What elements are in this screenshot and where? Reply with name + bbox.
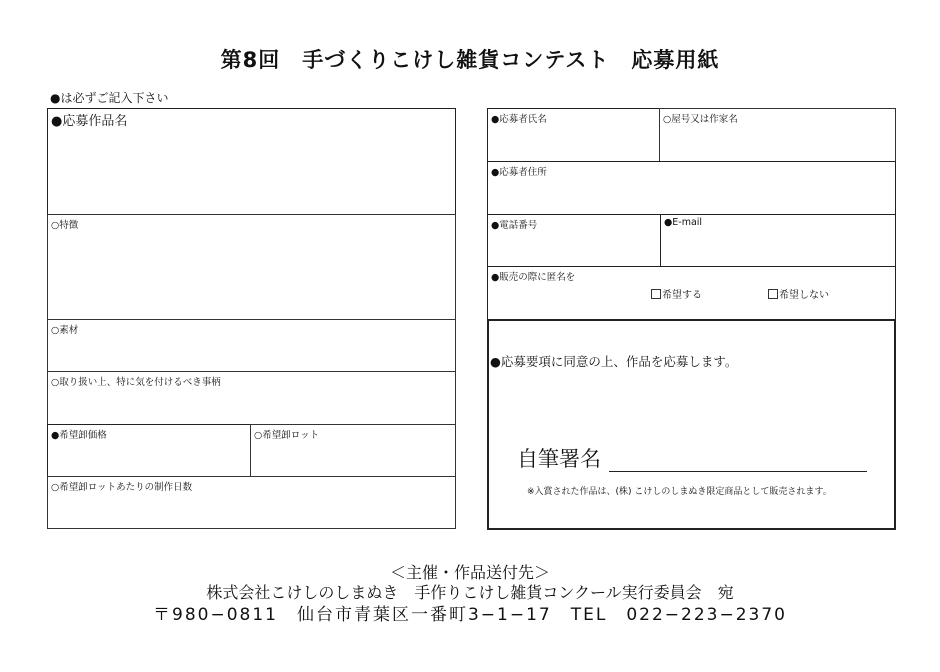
field-production-days[interactable] <box>47 476 456 529</box>
label-work-name: ●応募作品名 <box>51 114 128 129</box>
field-applicant-name[interactable] <box>487 108 660 162</box>
label-shop-name: ○屋号又は作家名 <box>663 114 738 125</box>
field-handling-notes[interactable] <box>47 371 456 425</box>
field-material[interactable] <box>47 319 456 372</box>
field-wholesale-lot[interactable] <box>250 424 456 477</box>
checkbox-yes-label: 希望する <box>662 290 702 301</box>
label-address: ●応募者住所 <box>491 167 547 178</box>
field-features[interactable] <box>47 214 456 320</box>
prize-footnote: ※入賞された作品は、(株) こけしのしまぬき限定商品として販売されます。 <box>527 487 832 497</box>
field-shop-name[interactable] <box>659 108 896 162</box>
field-address[interactable] <box>487 161 896 215</box>
label-handling-notes: ○取り扱い上、特に気を付けるべき事柄 <box>51 377 221 388</box>
checkbox-no-label: 希望しない <box>779 290 829 301</box>
label-production-days: ○希望卸ロットあたりの制作日数 <box>51 482 193 493</box>
required-note: ●は必ずご記入下さい <box>50 91 169 105</box>
field-wholesale-price[interactable] <box>47 424 251 477</box>
label-phone: ●電話番号 <box>491 220 538 231</box>
organizer-address: 〒980−0811 仙台市青葉区一番町3−1−17 TEL 022−223−2370 <box>153 605 787 625</box>
signature-line[interactable] <box>609 471 867 472</box>
page-title: 第8回 手づくりこけし雑貨コンテスト 応募用紙 <box>220 48 720 72</box>
signature-label: 自筆署名 <box>517 447 601 471</box>
agreement-text: ●応募要項に同意の上、作品を応募します。 <box>490 354 738 369</box>
field-email[interactable] <box>660 214 896 267</box>
label-applicant-name: ●応募者氏名 <box>491 114 547 125</box>
field-work-name[interactable] <box>47 108 456 215</box>
organizer-name: 株式会社こけしのしまぬき 手作りこけし雑貨コンクール実行委員会 宛 <box>206 583 734 602</box>
field-phone[interactable] <box>487 214 661 267</box>
agreement-box <box>487 319 896 530</box>
checkbox-no[interactable] <box>768 286 829 301</box>
checkbox-no-square[interactable] <box>768 289 778 299</box>
checkbox-yes[interactable] <box>651 286 702 301</box>
checkbox-yes-square[interactable] <box>651 289 661 299</box>
label-material: ○素材 <box>51 325 79 336</box>
organizer-label: ＜主催・作品送付先＞ <box>389 563 550 582</box>
label-features: ○特徴 <box>51 220 79 231</box>
label-email: ●E-mail <box>664 217 703 228</box>
label-anonymous-sale: ●販売の際に匿名を <box>491 272 576 283</box>
label-wholesale-lot: ○希望卸ロット <box>254 430 320 441</box>
label-wholesale-price: ●希望卸価格 <box>51 430 107 441</box>
